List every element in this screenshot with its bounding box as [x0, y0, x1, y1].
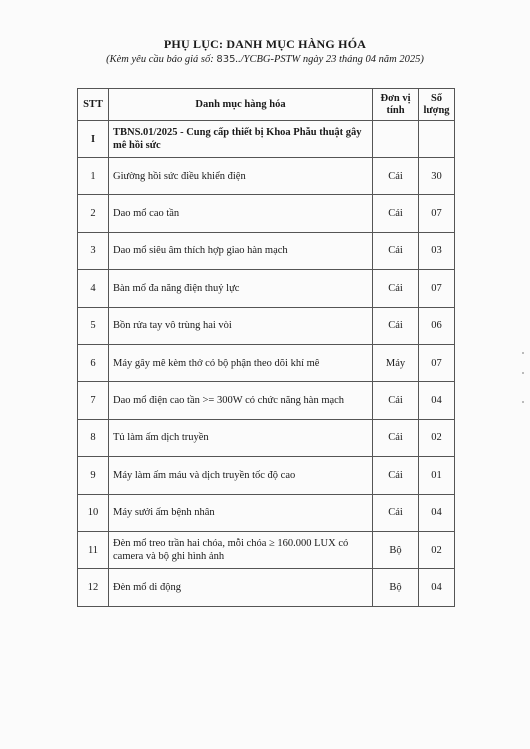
- scan-speck: [522, 372, 524, 374]
- row-qty: 02: [419, 419, 455, 456]
- group-name: TBNS.01/2025 - Cung cấp thiết bị Khoa Phẫu thuật gây mê hồi sức: [109, 121, 373, 158]
- table-row: [78, 457, 455, 494]
- row-qty: 02: [419, 531, 455, 568]
- table-row: [78, 531, 455, 568]
- group-row: [78, 121, 455, 158]
- row-stt: 6: [78, 344, 109, 381]
- header-unit: Đơn vị tính: [373, 89, 419, 121]
- table-row: [78, 195, 455, 232]
- row-name: Máy làm ấm máu và dịch truyền tốc độ cao: [109, 457, 373, 494]
- row-unit: Cái: [373, 457, 419, 494]
- row-name: Bàn mổ đa năng điện thuỷ lực: [109, 270, 373, 307]
- row-unit: Cái: [373, 307, 419, 344]
- row-name: Máy gây mê kèm thở có bộ phận theo dõi khí mê: [109, 344, 373, 381]
- row-stt: 4: [78, 270, 109, 307]
- table-row: [78, 344, 455, 381]
- row-qty: 04: [419, 382, 455, 419]
- row-stt: 1: [78, 158, 109, 195]
- table-row: [78, 494, 455, 531]
- row-qty: 06: [419, 307, 455, 344]
- group-stt: I: [78, 121, 109, 158]
- row-unit: Cái: [373, 158, 419, 195]
- row-name: Tủ làm ấm dịch truyền: [109, 419, 373, 456]
- document-title: PHỤ LỤC: DANH MỤC HÀNG HÓA: [163, 37, 367, 51]
- row-qty: 04: [419, 569, 455, 606]
- subtitle-prefix: (Kèm yêu cầu báo giá số:: [106, 54, 217, 65]
- row-stt: 11: [78, 531, 109, 568]
- row-stt: 7: [78, 382, 109, 419]
- document-subtitle: [0, 54, 530, 65]
- row-unit: Máy: [373, 344, 419, 381]
- scan-speck: [522, 352, 524, 354]
- row-qty: 04: [419, 494, 455, 531]
- table-row: [78, 307, 455, 344]
- scan-speck: [522, 401, 524, 403]
- row-stt: 5: [78, 307, 109, 344]
- table-row: [78, 419, 455, 456]
- row-stt: 2: [78, 195, 109, 232]
- row-name: Bồn rửa tay vô trùng hai vòi: [109, 307, 373, 344]
- row-name: Dao mổ điện cao tần >= 300W có chức năng hàn mạch: [109, 382, 373, 419]
- row-qty: 30: [419, 158, 455, 195]
- row-unit: Cái: [373, 195, 419, 232]
- table-row: [78, 382, 455, 419]
- row-stt: 9: [78, 457, 109, 494]
- row-name: Đèn mổ di động: [109, 569, 373, 606]
- row-unit: Cái: [373, 494, 419, 531]
- group-unit: [373, 121, 419, 158]
- group-qty: [419, 121, 455, 158]
- table-row: [78, 569, 455, 606]
- row-unit: Cái: [373, 232, 419, 269]
- row-stt: 8: [78, 419, 109, 456]
- table-row: [78, 158, 455, 195]
- row-name: Dao mổ siêu âm thích hợp giao hàn mạch: [109, 232, 373, 269]
- table-header-row: [78, 89, 455, 121]
- row-qty: 01: [419, 457, 455, 494]
- header-name: Danh mục hàng hóa: [109, 89, 373, 121]
- row-stt: 10: [78, 494, 109, 531]
- handwritten-request-number: 835: [216, 54, 236, 65]
- row-name: Giường hồi sức điều khiển điện: [109, 158, 373, 195]
- row-stt: 3: [78, 232, 109, 269]
- goods-table: [77, 88, 455, 607]
- table-row: [78, 270, 455, 307]
- row-qty: 03: [419, 232, 455, 269]
- row-stt: 12: [78, 569, 109, 606]
- row-qty: 07: [419, 195, 455, 232]
- row-qty: 07: [419, 270, 455, 307]
- row-unit: Cái: [373, 270, 419, 307]
- row-name: Đèn mổ treo trần hai chóa, mỗi chóa ≥ 160.000 LUX có camera và bộ ghi hình ảnh: [109, 531, 373, 568]
- header-stt: STT: [78, 89, 109, 121]
- row-unit: Cái: [373, 419, 419, 456]
- row-unit: Bộ: [373, 531, 419, 568]
- header-qty: Số lượng: [419, 89, 455, 121]
- row-unit: Cái: [373, 382, 419, 419]
- row-unit: Bộ: [373, 569, 419, 606]
- row-qty: 07: [419, 344, 455, 381]
- subtitle-suffix: ../YCBG-PSTW ngày 23 tháng 04 năm 2025): [235, 54, 424, 65]
- row-name: Dao mổ cao tần: [109, 195, 373, 232]
- row-name: Máy sưởi ấm bệnh nhân: [109, 494, 373, 531]
- table-row: [78, 232, 455, 269]
